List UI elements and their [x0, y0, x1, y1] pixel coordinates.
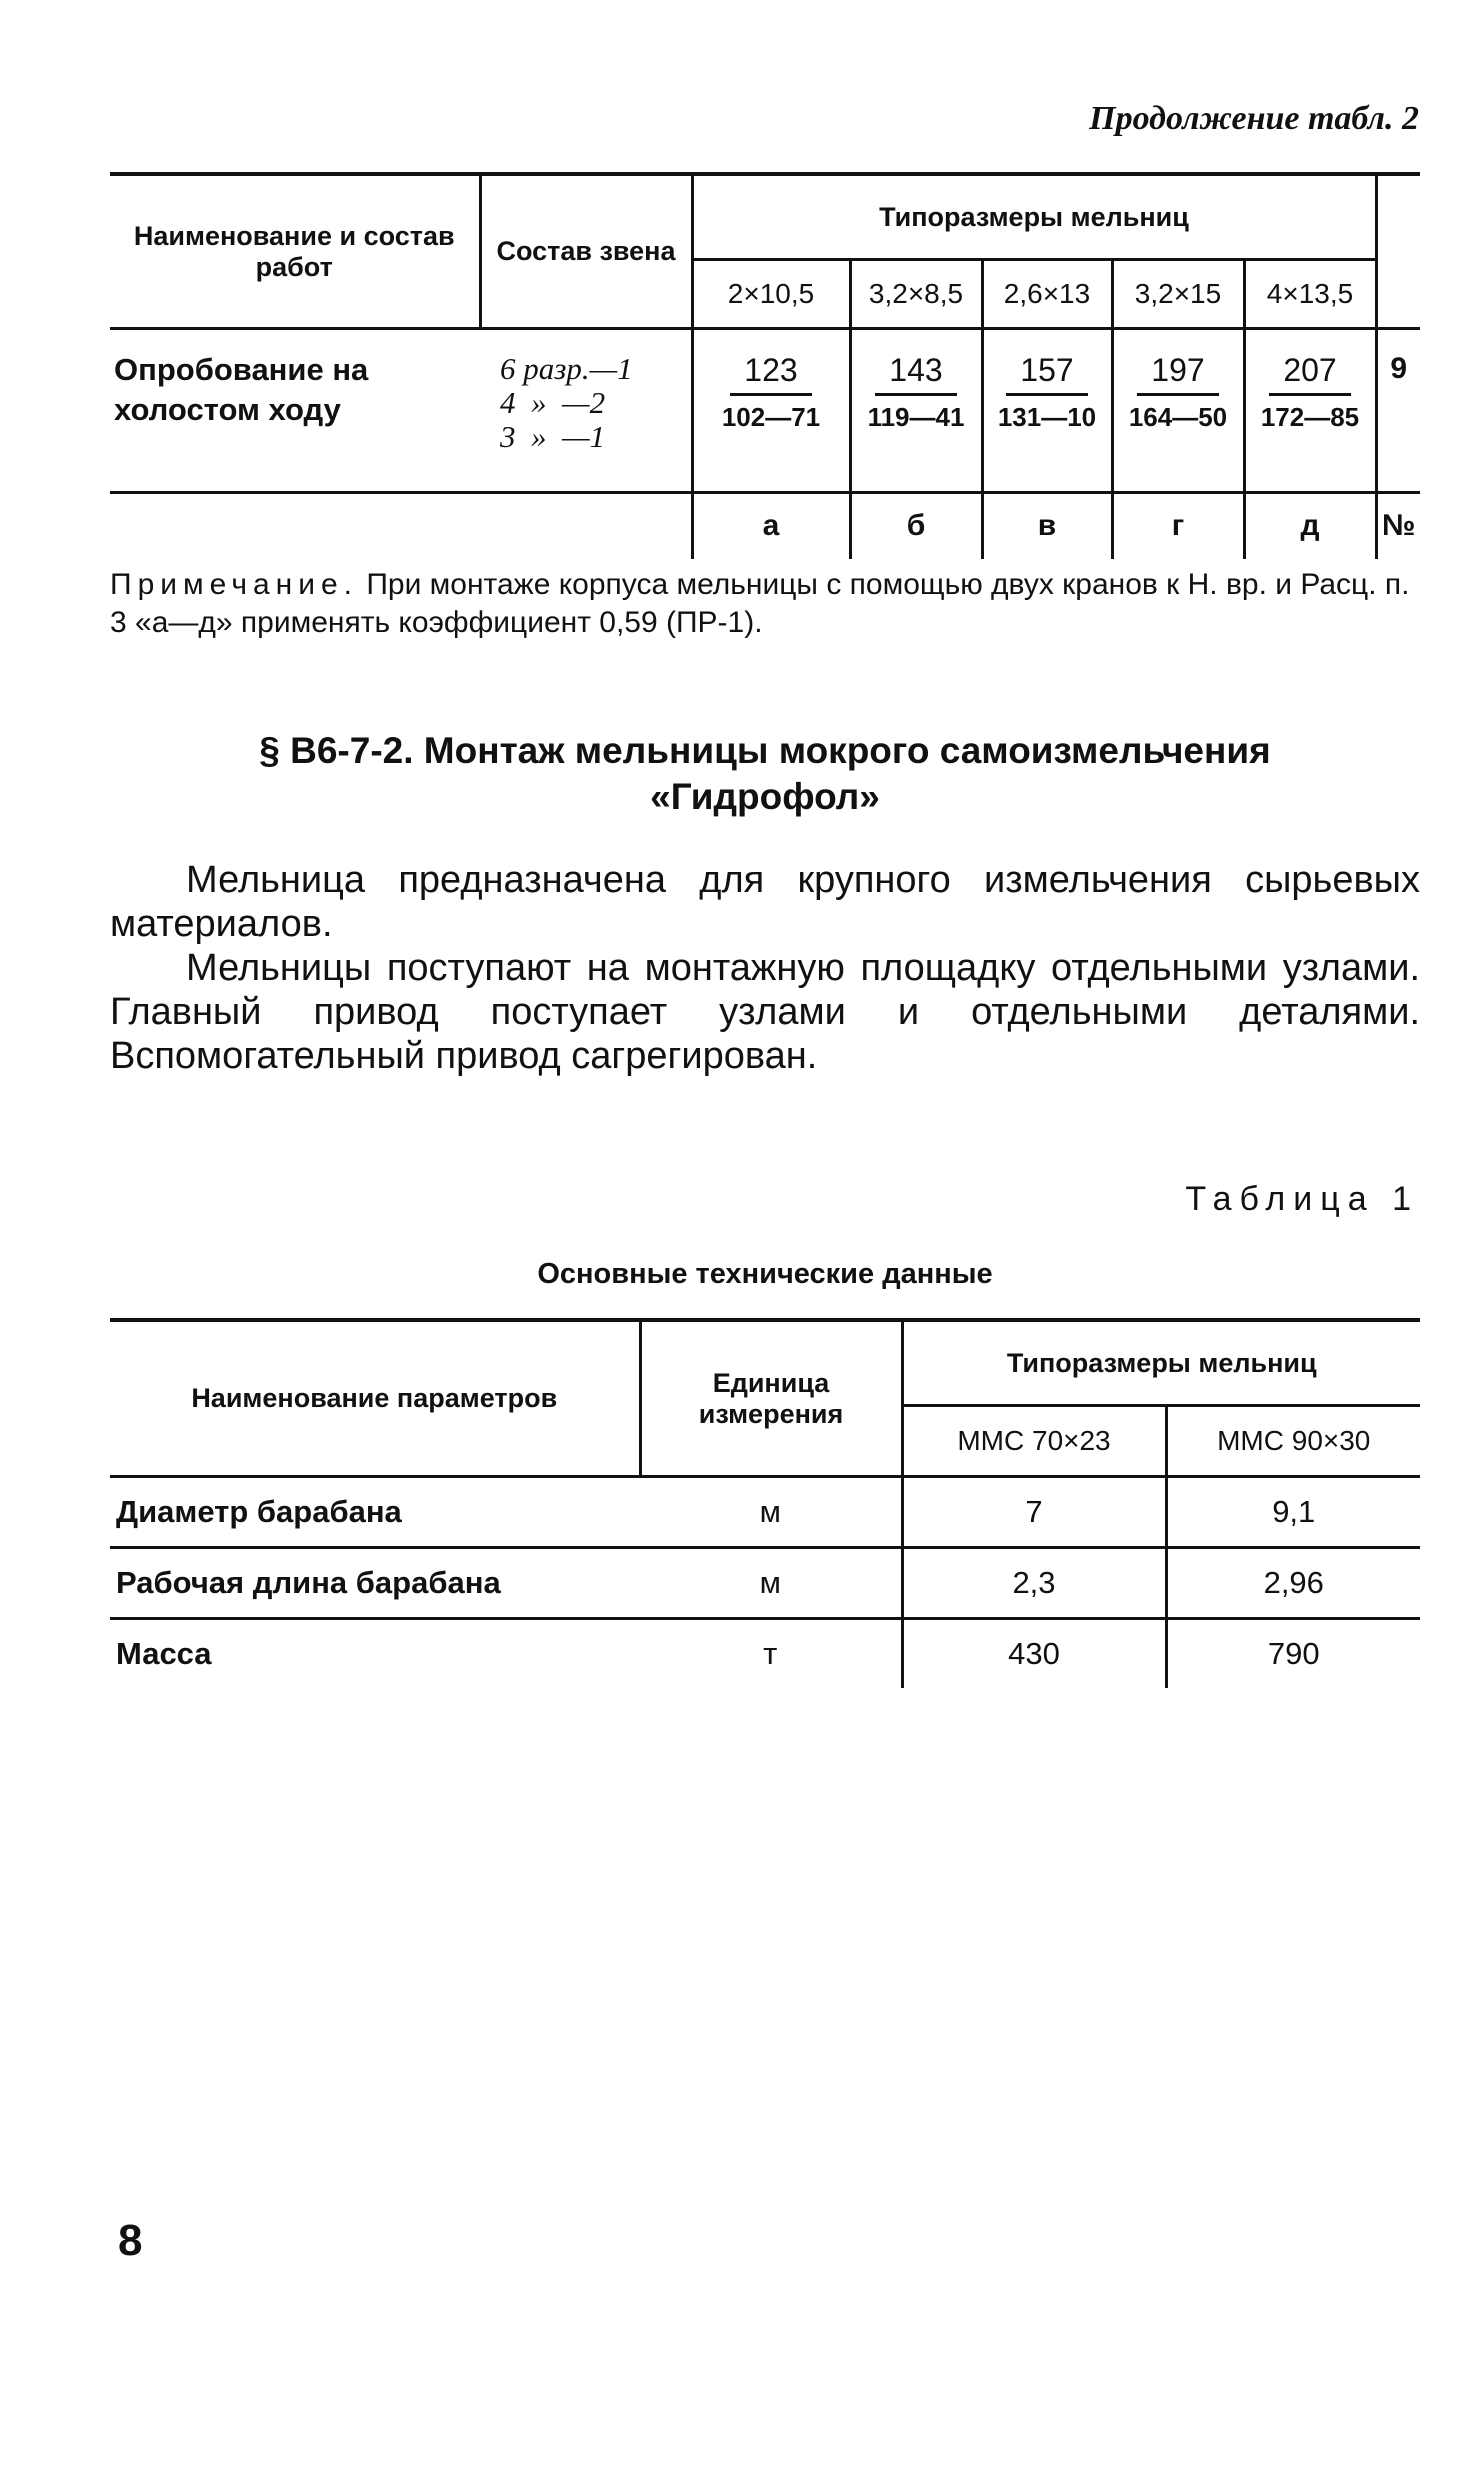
rate-value: 119—41	[867, 402, 965, 432]
param-unit: м	[640, 1548, 902, 1619]
param-name: Масса	[116, 1636, 212, 1671]
rate-cell	[1244, 329, 1376, 493]
body-text	[110, 858, 1420, 1078]
letters-blank	[110, 493, 480, 559]
page-number: 8	[118, 2216, 143, 2265]
table-row	[110, 1619, 1420, 1689]
header-sizes: Типоразмеры мельниц	[692, 174, 1376, 260]
param-name: Рабочая длина барабана	[110, 1548, 640, 1619]
rate-value: 164—50	[1128, 402, 1228, 432]
rate-cell	[850, 329, 982, 493]
column-letter: а	[692, 493, 850, 559]
header-unit: Единица измерения	[640, 1320, 902, 1477]
param-value: 2,96	[1166, 1548, 1420, 1619]
header-blank	[1376, 174, 1420, 260]
column-letter: д	[1244, 493, 1376, 559]
size-col: 3,2×8,5	[850, 260, 982, 329]
param-value: 430	[902, 1619, 1166, 1689]
work-name	[110, 329, 480, 493]
param-value: 9,1	[1166, 1477, 1420, 1548]
crew-line: 4 » —2	[500, 385, 606, 420]
size-col: 2,6×13	[982, 260, 1112, 329]
column-letter: г	[1112, 493, 1244, 559]
time-norm: 143	[875, 352, 956, 396]
crew-cell	[480, 329, 692, 493]
param-name: Диаметр барабана	[110, 1477, 640, 1548]
size-col: ММС 70×23	[902, 1406, 1166, 1477]
crew-line: 3 » —1	[500, 419, 606, 454]
section-heading	[110, 728, 1420, 820]
time-norm: 123	[730, 352, 811, 396]
param-value: 2,3	[902, 1548, 1166, 1619]
table-title: Основные технические данные	[537, 1258, 993, 1290]
param-value: 790	[1267, 1636, 1320, 1671]
size-col: ММС 90×30	[1166, 1406, 1420, 1477]
header-sizes: Типоразмеры мельниц	[902, 1320, 1420, 1406]
section-heading-line: § В6-7-2. Монтаж мельницы мокрого самоизмельчения	[259, 730, 1271, 771]
note-label: Примечание.	[110, 568, 358, 601]
table-note	[110, 566, 1430, 642]
table-row	[110, 1548, 1420, 1619]
number-sign: №	[1382, 509, 1416, 543]
continuation-table	[110, 172, 1420, 559]
row-index: 9	[1376, 329, 1420, 493]
section-heading-line: «Гидрофол»	[650, 776, 880, 817]
column-letter: б	[850, 493, 982, 559]
paragraph: Мельница предназначена для крупного измельчения сырьевых материалов.	[110, 859, 1420, 945]
rate-value: 102—71	[721, 402, 821, 432]
letters-blank	[480, 493, 692, 559]
size-col: 3,2×15	[1112, 260, 1244, 329]
header-param: Наименование параметров	[110, 1320, 640, 1477]
header-crew: Состав звена	[480, 174, 692, 329]
size-col: 4×13,5	[1244, 260, 1376, 329]
column-letter: в	[982, 493, 1112, 559]
rate-value: 172—85	[1260, 402, 1360, 432]
size-col: 2×10,5	[692, 260, 850, 329]
size-blank	[1376, 260, 1420, 329]
time-norm: 157	[1006, 352, 1087, 396]
paragraph: Мельницы поступают на монтажную площадку отдельными узлами. Главный привод поступает узлами и отдельными деталями. Вспомогательный привод сагрегирован.	[110, 947, 1420, 1077]
technical-data-table	[110, 1318, 1420, 1688]
continuation-label: Продолжение табл. 2	[1089, 100, 1419, 137]
param-unit: т	[640, 1619, 902, 1689]
rate-cell	[1112, 329, 1244, 493]
rate-cell	[692, 329, 850, 493]
param-unit: м	[640, 1477, 902, 1548]
table-row	[110, 1477, 1420, 1548]
header-work: Наименование и состав работ	[110, 174, 480, 329]
table-label: Таблица 1	[1185, 1180, 1419, 1218]
crew-list	[480, 352, 691, 454]
time-norm: 207	[1269, 352, 1350, 396]
note-text: При монтаже корпуса мельницы с помощью двух кранов к Н. вр. и Расц. п. 3 «а—д» применять коэффициент 0,59 (ПР-1).	[110, 568, 1410, 639]
param-value: 7	[902, 1477, 1166, 1548]
work-name-text: Опробование на холостом ходу	[114, 352, 369, 427]
crew-line: 6 разр.—1	[500, 351, 633, 386]
rate-cell	[982, 329, 1112, 493]
rate-value: 131—10	[997, 402, 1097, 432]
time-norm: 197	[1137, 352, 1218, 396]
